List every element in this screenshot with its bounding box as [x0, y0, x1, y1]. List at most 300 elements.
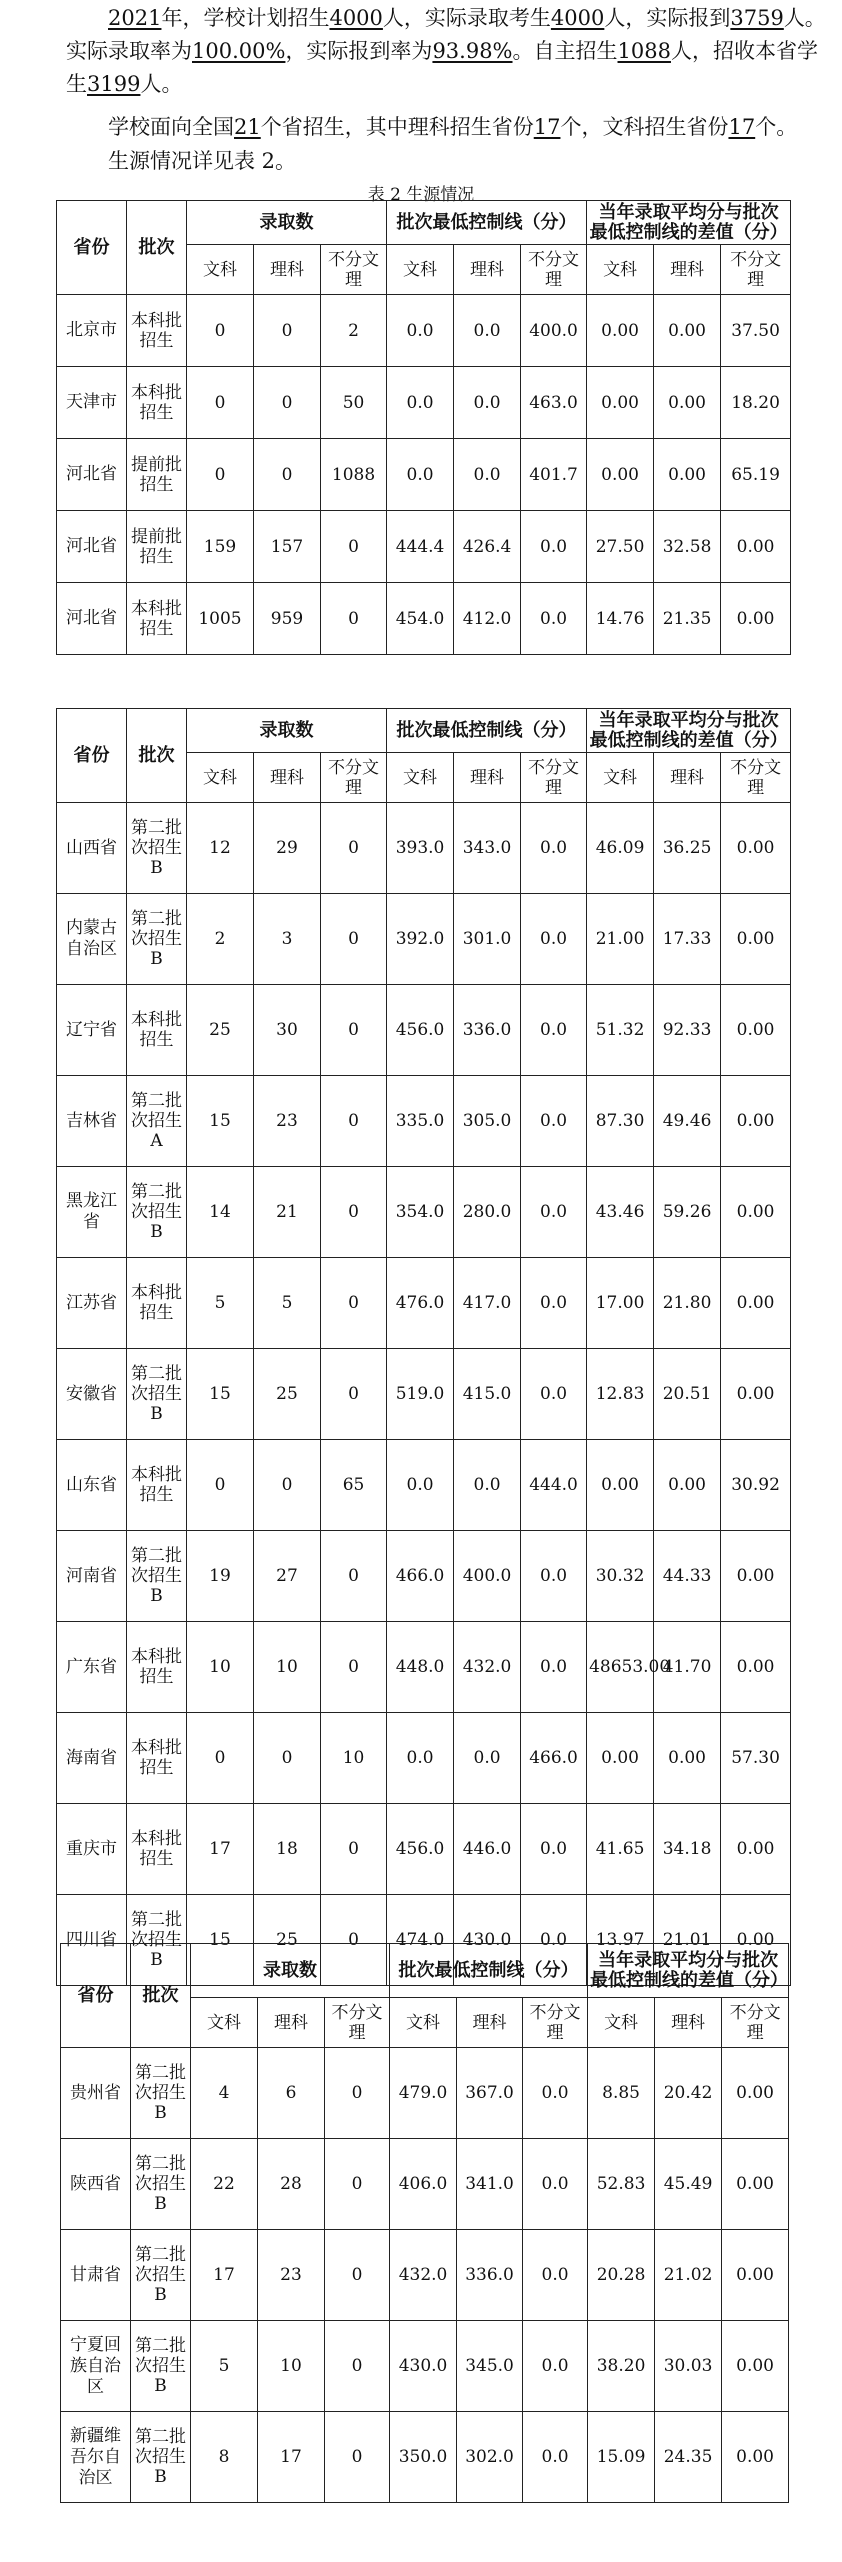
- cell-diff-science: 20.42: [655, 2048, 722, 2139]
- cell-diff-arts: 17.00: [587, 1258, 654, 1349]
- subheader-science: 理科: [454, 245, 521, 295]
- cell-diff-science: 59.26: [654, 1167, 721, 1258]
- header-score-diff: 当年录取平均分与批次 最低控制线的差值（分）: [587, 201, 791, 245]
- cell-minline-science: 430.0: [454, 1895, 521, 1986]
- cell-diff-unsplit: 0.00: [721, 1531, 791, 1622]
- cell-admit-science: 18: [254, 1804, 321, 1895]
- cell-admit-science: 23: [258, 2230, 325, 2321]
- subheader-arts: 文科: [187, 245, 254, 295]
- cell-minline-arts: 444.4: [387, 511, 454, 583]
- cell-minline-unsplit: 0.0: [521, 985, 587, 1076]
- cell-admit-arts: 159: [187, 511, 254, 583]
- cell-province: 陕西省: [61, 2139, 131, 2230]
- cell-province: 河南省: [57, 1531, 127, 1622]
- subheader-science: 理科: [258, 1998, 325, 2048]
- cell-diff-unsplit: 0.00: [721, 1076, 791, 1167]
- header-min-line: 批次最低控制线（分）: [390, 1944, 588, 1998]
- subheader-unsplit: 不分文理: [321, 245, 387, 295]
- header-province: 省份: [57, 201, 127, 295]
- cell-admit-science: 0: [254, 367, 321, 439]
- cell-admit-arts: 17: [191, 2230, 258, 2321]
- cell-minline-arts: 335.0: [387, 1076, 454, 1167]
- subheader-unsplit: 不分文理: [722, 1998, 789, 2048]
- cell-admit-arts: 5: [191, 2321, 258, 2412]
- cell-admit-science: 0: [254, 1713, 321, 1804]
- cell-province: 天津市: [57, 367, 127, 439]
- cell-minline-arts: 406.0: [390, 2139, 457, 2230]
- cell-minline-science: 415.0: [454, 1349, 521, 1440]
- cell-admit-unsplit: 0: [321, 1804, 387, 1895]
- cell-batch: 本科批招生: [127, 1440, 187, 1531]
- cell-diff-arts: 0.00: [587, 1713, 654, 1804]
- cell-diff-unsplit: 0.00: [722, 2230, 789, 2321]
- table-row: [61, 2321, 789, 2412]
- cell-admit-science: 29: [254, 803, 321, 894]
- header-admit-count: 录取数: [191, 1944, 390, 1998]
- cell-diff-science: 21.35: [654, 583, 721, 655]
- cell-admit-unsplit: 0: [321, 894, 387, 985]
- cell-minline-unsplit: 0.0: [521, 1622, 587, 1713]
- cell-admit-unsplit: 0: [321, 803, 387, 894]
- cell-province: 吉林省: [57, 1076, 127, 1167]
- cell-diff-science: 24.35: [655, 2412, 722, 2503]
- cell-diff-unsplit: 18.20: [721, 367, 791, 439]
- cell-admit-unsplit: 0: [321, 1531, 387, 1622]
- cell-diff-arts: 8.85: [588, 2048, 655, 2139]
- cell-diff-science: 0.00: [654, 1713, 721, 1804]
- cell-admit-arts: 17: [187, 1804, 254, 1895]
- cell-admit-science: 23: [254, 1076, 321, 1167]
- cell-minline-science: 345.0: [457, 2321, 523, 2412]
- cell-admit-arts: 14: [187, 1167, 254, 1258]
- cell-batch: 本科批招生: [127, 583, 187, 655]
- table-row: [57, 1076, 791, 1167]
- cell-minline-arts: 466.0: [387, 1531, 454, 1622]
- cell-minline-arts: 430.0: [390, 2321, 457, 2412]
- cell-minline-science: 400.0: [454, 1531, 521, 1622]
- cell-minline-unsplit: 0.0: [521, 803, 587, 894]
- cell-minline-unsplit: 0.0: [523, 2048, 588, 2139]
- cell-minline-arts: 392.0: [387, 894, 454, 985]
- cell-diff-arts: 0.00: [587, 439, 654, 511]
- subheader-science: 理科: [254, 245, 321, 295]
- header-province: 省份: [57, 709, 127, 803]
- table-row: [57, 1349, 791, 1440]
- cell-admit-science: 17: [258, 2412, 325, 2503]
- subheader-science: 理科: [654, 753, 721, 803]
- cell-admit-arts: 8: [191, 2412, 258, 2503]
- cell-minline-science: 0.0: [454, 439, 521, 511]
- cell-minline-unsplit: 466.0: [521, 1713, 587, 1804]
- cell-minline-unsplit: 400.0: [521, 295, 587, 367]
- cell-minline-unsplit: 0.0: [521, 894, 587, 985]
- cell-province: 内蒙古自治区: [57, 894, 127, 985]
- table-row: [57, 295, 791, 367]
- cell-admit-arts: 25: [187, 985, 254, 1076]
- cell-diff-unsplit: 0.00: [721, 1622, 791, 1713]
- cell-minline-science: 426.4: [454, 511, 521, 583]
- header-batch: 批次: [127, 709, 187, 803]
- cell-province: 四川省: [57, 1895, 127, 1986]
- subheader-science: 理科: [457, 1998, 523, 2048]
- cell-admit-science: 959: [254, 583, 321, 655]
- cell-batch: 本科批招生: [127, 1622, 187, 1713]
- cell-batch: 第二批次招生A: [127, 1076, 187, 1167]
- cell-admit-science: 28: [258, 2139, 325, 2230]
- table-row: [61, 2139, 789, 2230]
- cell-batch: 第二批次招生B: [127, 1167, 187, 1258]
- cell-diff-science: 0.00: [654, 295, 721, 367]
- cell-admit-unsplit: 0: [321, 1895, 387, 1986]
- cell-batch: 本科批招生: [127, 1804, 187, 1895]
- table-row: [57, 803, 791, 894]
- cell-province: 宁夏回族自治区: [61, 2321, 131, 2412]
- cell-diff-science: 0.00: [654, 367, 721, 439]
- cell-admit-unsplit: 0: [321, 583, 387, 655]
- cell-province: 新疆维吾尔自治区: [61, 2412, 131, 2503]
- cell-diff-arts: 13.97: [587, 1895, 654, 1986]
- cell-diff-unsplit: 0.00: [721, 803, 791, 894]
- cell-minline-science: 343.0: [454, 803, 521, 894]
- paragraph-line-2: 实际录取率为100.00%，实际报到率为93.98%。自主招生1088人，招收本省学: [66, 39, 818, 63]
- cell-minline-science: 301.0: [454, 894, 521, 985]
- subheader-unsplit: 不分文理: [325, 1998, 390, 2048]
- cell-diff-unsplit: 0.00: [722, 2321, 789, 2412]
- cell-admit-arts: 12: [187, 803, 254, 894]
- cell-province: 贵州省: [61, 2048, 131, 2139]
- cell-diff-unsplit: 0.00: [721, 583, 791, 655]
- paragraph-line-4: 学校面向全国21个省招生，其中理科招生省份17个，文科招生省份17个。: [108, 115, 798, 139]
- subheader-arts: 文科: [588, 1998, 655, 2048]
- cell-admit-arts: 2: [187, 894, 254, 985]
- cell-batch: 本科批招生: [127, 1713, 187, 1804]
- cell-minline-arts: 456.0: [387, 1804, 454, 1895]
- table-row: [57, 1167, 791, 1258]
- subheader-arts: 文科: [587, 245, 654, 295]
- cell-minline-unsplit: 0.0: [521, 1167, 587, 1258]
- cell-minline-science: 302.0: [457, 2412, 523, 2503]
- cell-diff-science: 0.00: [654, 439, 721, 511]
- cell-minline-science: 336.0: [454, 985, 521, 1076]
- cell-admit-arts: 15: [187, 1895, 254, 1986]
- cell-minline-science: 0.0: [454, 367, 521, 439]
- subheader-science: 理科: [454, 753, 521, 803]
- cell-admit-arts: 0: [187, 439, 254, 511]
- cell-diff-science: 34.18: [654, 1804, 721, 1895]
- cell-province: 北京市: [57, 295, 127, 367]
- cell-admit-arts: 1005: [187, 583, 254, 655]
- cell-diff-science: 21.80: [654, 1258, 721, 1349]
- table-row: [61, 2412, 789, 2503]
- header-batch: 批次: [127, 201, 187, 295]
- paragraph-line-1: 2021年，学校计划招生4000人，实际录取考生4000人，实际报到3759人。: [108, 6, 826, 30]
- cell-minline-arts: 479.0: [390, 2048, 457, 2139]
- cell-admit-science: 0: [254, 1440, 321, 1531]
- table-row: [57, 1713, 791, 1804]
- cell-admit-unsplit: 0: [325, 2321, 390, 2412]
- subheader-science: 理科: [654, 245, 721, 295]
- cell-diff-science: 30.03: [655, 2321, 722, 2412]
- cell-admit-science: 3: [254, 894, 321, 985]
- cell-minline-arts: 0.0: [387, 1440, 454, 1531]
- cell-batch: 提前批招生: [127, 511, 187, 583]
- cell-admit-arts: 15: [187, 1349, 254, 1440]
- cell-admit-unsplit: 0: [325, 2412, 390, 2503]
- table-row: [57, 439, 791, 511]
- cell-admit-science: 27: [254, 1531, 321, 1622]
- cell-minline-science: 341.0: [457, 2139, 523, 2230]
- cell-diff-science: 17.33: [654, 894, 721, 985]
- cell-minline-science: 280.0: [454, 1167, 521, 1258]
- cell-province: 河北省: [57, 511, 127, 583]
- cell-batch: 第二批次招生B: [131, 2321, 191, 2412]
- cell-admit-science: 5: [254, 1258, 321, 1349]
- table-row: [61, 2048, 789, 2139]
- subheader-unsplit: 不分文理: [721, 245, 791, 295]
- cell-admit-science: 21: [254, 1167, 321, 1258]
- cell-diff-arts: 48653.00: [587, 1622, 654, 1713]
- cell-diff-science: 44.33: [654, 1531, 721, 1622]
- cell-diff-arts: 38.20: [588, 2321, 655, 2412]
- cell-diff-science: 92.33: [654, 985, 721, 1076]
- cell-admit-arts: 0: [187, 295, 254, 367]
- cell-diff-science: 21.02: [655, 2230, 722, 2321]
- cell-minline-arts: 456.0: [387, 985, 454, 1076]
- cell-province: 安徽省: [57, 1349, 127, 1440]
- cell-diff-science: 20.51: [654, 1349, 721, 1440]
- cell-diff-science: 49.46: [654, 1076, 721, 1167]
- cell-admit-unsplit: 10: [321, 1713, 387, 1804]
- subheader-arts: 文科: [387, 245, 454, 295]
- cell-minline-unsplit: 0.0: [521, 1531, 587, 1622]
- cell-diff-arts: 12.83: [587, 1349, 654, 1440]
- cell-admit-arts: 0: [187, 1440, 254, 1531]
- cell-minline-arts: 474.0: [387, 1895, 454, 1986]
- admission-table-part-1: [56, 200, 791, 655]
- cell-diff-unsplit: 0.00: [722, 2412, 789, 2503]
- subheader-unsplit: 不分文理: [321, 753, 387, 803]
- table-row: [57, 1622, 791, 1713]
- cell-diff-unsplit: 57.30: [721, 1713, 791, 1804]
- table-row: [57, 1440, 791, 1531]
- cell-admit-arts: 19: [187, 1531, 254, 1622]
- subheader-arts: 文科: [387, 753, 454, 803]
- cell-batch: 本科批招生: [127, 1258, 187, 1349]
- header-score-diff: 当年录取平均分与批次 最低控制线的差值（分）: [587, 709, 791, 753]
- cell-diff-arts: 0.00: [587, 1440, 654, 1531]
- cell-minline-unsplit: 0.0: [521, 1349, 587, 1440]
- header-province: 省份: [61, 1944, 131, 2048]
- cell-minline-science: 0.0: [454, 1440, 521, 1531]
- cell-batch: 第二批次招生B: [131, 2412, 191, 2503]
- cell-admit-science: 25: [254, 1349, 321, 1440]
- subheader-unsplit: 不分文理: [521, 245, 587, 295]
- cell-minline-science: 367.0: [457, 2048, 523, 2139]
- cell-diff-unsplit: 0.00: [721, 985, 791, 1076]
- header-score-diff: 当年录取平均分与批次 最低控制线的差值（分）: [588, 1944, 789, 1998]
- cell-minline-unsplit: 0.0: [521, 1258, 587, 1349]
- cell-admit-unsplit: 0: [321, 1076, 387, 1167]
- cell-minline-unsplit: 0.0: [521, 1076, 587, 1167]
- cell-diff-arts: 43.46: [587, 1167, 654, 1258]
- cell-minline-arts: 454.0: [387, 583, 454, 655]
- cell-diff-arts: 0.00: [587, 367, 654, 439]
- cell-diff-unsplit: 0.00: [721, 1895, 791, 1986]
- cell-admit-arts: 0: [187, 1713, 254, 1804]
- cell-minline-unsplit: 0.0: [521, 1804, 587, 1895]
- cell-admit-arts: 0: [187, 367, 254, 439]
- table-row: [57, 1258, 791, 1349]
- cell-minline-arts: 0.0: [387, 439, 454, 511]
- cell-province: 广东省: [57, 1622, 127, 1713]
- cell-minline-unsplit: 0.0: [521, 511, 587, 583]
- cell-batch: 第二批次招生B: [131, 2048, 191, 2139]
- cell-province: 海南省: [57, 1713, 127, 1804]
- cell-minline-unsplit: 0.0: [523, 2412, 588, 2503]
- cell-minline-arts: 476.0: [387, 1258, 454, 1349]
- cell-admit-unsplit: 0: [321, 1167, 387, 1258]
- table-row: [57, 894, 791, 985]
- cell-province: 山西省: [57, 803, 127, 894]
- cell-admit-arts: 22: [191, 2139, 258, 2230]
- cell-diff-unsplit: 0.00: [721, 511, 791, 583]
- subheader-science: 理科: [254, 753, 321, 803]
- cell-diff-arts: 20.28: [588, 2230, 655, 2321]
- cell-admit-unsplit: 50: [321, 367, 387, 439]
- cell-minline-unsplit: 0.0: [523, 2230, 588, 2321]
- cell-minline-arts: 448.0: [387, 1622, 454, 1713]
- cell-minline-unsplit: 0.0: [521, 1895, 587, 1986]
- cell-diff-arts: 41.65: [587, 1804, 654, 1895]
- cell-province: 河北省: [57, 439, 127, 511]
- cell-minline-arts: 354.0: [387, 1167, 454, 1258]
- cell-diff-arts: 14.76: [587, 583, 654, 655]
- cell-admit-unsplit: 0: [325, 2139, 390, 2230]
- admission-table-part-2: [56, 708, 791, 1986]
- cell-diff-science: 36.25: [654, 803, 721, 894]
- cell-minline-unsplit: 444.0: [521, 1440, 587, 1531]
- cell-diff-unsplit: 0.00: [722, 2048, 789, 2139]
- cell-minline-arts: 519.0: [387, 1349, 454, 1440]
- cell-admit-science: 6: [258, 2048, 325, 2139]
- cell-diff-arts: 51.32: [587, 985, 654, 1076]
- cell-diff-science: 0.00: [654, 1440, 721, 1531]
- cell-minline-arts: 0.0: [387, 1713, 454, 1804]
- cell-admit-arts: 5: [187, 1258, 254, 1349]
- cell-diff-arts: 52.83: [588, 2139, 655, 2230]
- table-row: [57, 1804, 791, 1895]
- paragraph-line-3: 生3199人。: [66, 72, 183, 96]
- cell-admit-arts: 15: [187, 1076, 254, 1167]
- cell-minline-arts: 0.0: [387, 295, 454, 367]
- cell-diff-arts: 87.30: [587, 1076, 654, 1167]
- header-admit-count: 录取数: [187, 709, 387, 753]
- table-row: [57, 1531, 791, 1622]
- cell-diff-arts: 27.50: [587, 511, 654, 583]
- subheader-unsplit: 不分文理: [521, 753, 587, 803]
- header-min-line: 批次最低控制线（分）: [387, 201, 587, 245]
- cell-batch: 提前批招生: [127, 439, 187, 511]
- cell-minline-unsplit: 0.0: [521, 583, 587, 655]
- subheader-arts: 文科: [390, 1998, 457, 2048]
- cell-diff-unsplit: 0.00: [721, 894, 791, 985]
- cell-minline-unsplit: 0.0: [523, 2321, 588, 2412]
- cell-diff-unsplit: 0.00: [721, 1258, 791, 1349]
- header-batch: 批次: [131, 1944, 191, 2048]
- cell-batch: 第二批次招生B: [127, 803, 187, 894]
- cell-province: 江苏省: [57, 1258, 127, 1349]
- cell-diff-unsplit: 65.19: [721, 439, 791, 511]
- cell-province: 山东省: [57, 1440, 127, 1531]
- cell-batch: 第二批次招生B: [127, 1895, 187, 1986]
- cell-minline-unsplit: 463.0: [521, 367, 587, 439]
- cell-admit-unsplit: 0: [321, 511, 387, 583]
- admission-table-part-3: [60, 1943, 789, 2503]
- cell-batch: 本科批招生: [127, 295, 187, 367]
- cell-minline-arts: 432.0: [390, 2230, 457, 2321]
- subheader-unsplit: 不分文理: [523, 1998, 588, 2048]
- table-caption: 表 2 生源情况: [367, 185, 475, 205]
- cell-minline-science: 412.0: [454, 583, 521, 655]
- cell-diff-science: 41.70: [654, 1622, 721, 1713]
- cell-admit-science: 10: [254, 1622, 321, 1713]
- cell-batch: 本科批招生: [127, 985, 187, 1076]
- cell-diff-arts: 46.09: [587, 803, 654, 894]
- cell-admit-science: 30: [254, 985, 321, 1076]
- cell-admit-science: 0: [254, 439, 321, 511]
- cell-batch: 第二批次招生B: [131, 2230, 191, 2321]
- cell-province: 辽宁省: [57, 985, 127, 1076]
- cell-minline-science: 305.0: [454, 1076, 521, 1167]
- cell-admit-unsplit: 0: [321, 1258, 387, 1349]
- cell-minline-science: 0.0: [454, 1713, 521, 1804]
- cell-diff-science: 21.01: [654, 1895, 721, 1986]
- cell-admit-arts: 4: [191, 2048, 258, 2139]
- cell-admit-unsplit: 0: [325, 2048, 390, 2139]
- cell-diff-unsplit: 30.92: [721, 1440, 791, 1531]
- cell-admit-unsplit: 0: [321, 1349, 387, 1440]
- cell-diff-unsplit: 0.00: [722, 2139, 789, 2230]
- table-row: [57, 511, 791, 583]
- cell-minline-unsplit: 0.0: [523, 2139, 588, 2230]
- cell-admit-arts: 10: [187, 1622, 254, 1713]
- table-row: [57, 583, 791, 655]
- cell-admit-science: 25: [254, 1895, 321, 1986]
- cell-batch: 第二批次招生B: [127, 1531, 187, 1622]
- cell-admit-science: 0: [254, 295, 321, 367]
- cell-batch: 第二批次招生B: [127, 894, 187, 985]
- cell-diff-arts: 0.00: [587, 295, 654, 367]
- cell-admit-unsplit: 0: [321, 985, 387, 1076]
- cell-diff-arts: 21.00: [587, 894, 654, 985]
- cell-admit-unsplit: 0: [321, 1622, 387, 1713]
- cell-admit-unsplit: 0: [325, 2230, 390, 2321]
- cell-minline-science: 417.0: [454, 1258, 521, 1349]
- cell-minline-science: 446.0: [454, 1804, 521, 1895]
- cell-diff-unsplit: 0.00: [721, 1167, 791, 1258]
- cell-minline-arts: 393.0: [387, 803, 454, 894]
- cell-diff-unsplit: 0.00: [721, 1804, 791, 1895]
- cell-minline-science: 432.0: [454, 1622, 521, 1713]
- cell-province: 重庆市: [57, 1804, 127, 1895]
- cell-batch: 第二批次招生B: [131, 2139, 191, 2230]
- subheader-arts: 文科: [587, 753, 654, 803]
- cell-province: 甘肃省: [61, 2230, 131, 2321]
- cell-minline-unsplit: 401.7: [521, 439, 587, 511]
- cell-batch: 本科批招生: [127, 367, 187, 439]
- subheader-arts: 文科: [187, 753, 254, 803]
- cell-minline-science: 336.0: [457, 2230, 523, 2321]
